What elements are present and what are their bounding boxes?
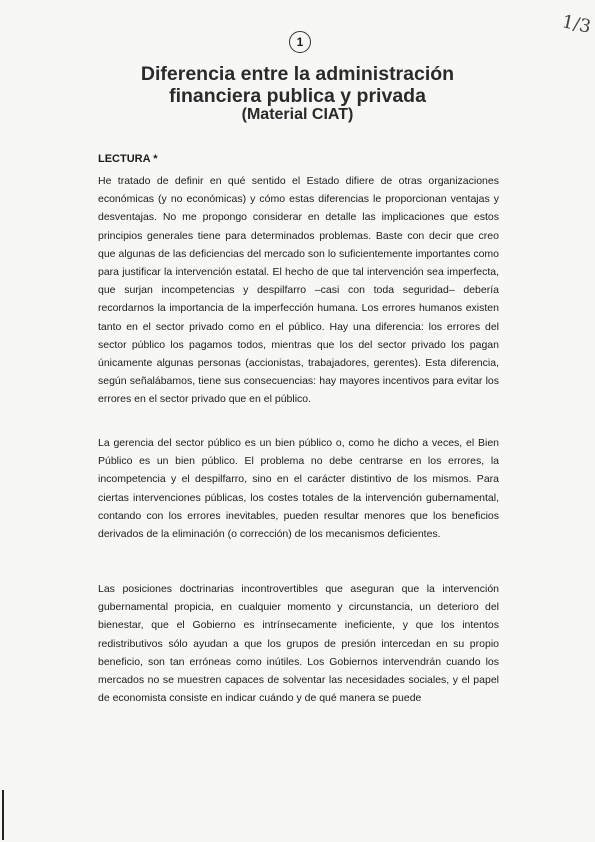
document-subtitle: (Material CIAT) xyxy=(241,106,354,123)
section-label: LECTURA * xyxy=(98,153,158,165)
paragraph-1: He tratado de definir en qué sentido el Estado difiere de otras organizaciones económicas (y no económicas) y cómo estas diferencias le proporcionan ventajas y desventajas. No me propongo considerar en detalle las implicaciones que estos principios generales tiene para determinados problemas. Baste con decir que creo que algunas de las deficiencias del mercado son lo suficientemente importantes como para justificar la intervención estatal. El hecho de que tal intervención sea imperfecta, que surjan incompetencias y despilfarro –casi con toda seguridad– debería recordarnos la importancia de la imperfección humana. Los errores humanos existen tanto en el sector privado como en el público. Hay una diferencia: los errores del sector público los pagamos todos, mientras que los del sector privado los pagan únicamente algunas personas (accionistas, trabajadores, gerentes). Esta diferencia, según señalábamos, tiene sus consecuencias: hay mayores incentivos para evitar los errores en el sector privado que en el público. xyxy=(98,175,499,406)
handwritten-page-mark: 1/3 xyxy=(560,11,593,38)
paragraph-3: Las posiciones doctrinarias incontrovertibles que aseguran que la intervención gubernamental propicia, en cualquier momento y circunstancia, un deterioro del bienestar, que el Gobierno es intrínsecamente ineficiente, y que los intentos redistributivos sólo ayudan a que los grupos de presión intercedan en su propio beneficio, son tan erróneas como inútiles. Los Gobiernos intervendrán cuando los mercados no se muestren capaces de solventar las necesidades sociales, y el papel de economista consiste en indicar cuándo y de qué manera se puede xyxy=(98,583,499,705)
page-number: 1 xyxy=(289,31,311,53)
document-title: Diferencia entre la administración financiera publica y privada xyxy=(140,63,455,107)
scan-edge-mark xyxy=(2,790,4,840)
paragraph-2: La gerencia del sector público es un bien público o, como he dicho a veces, el Bien Público es un bien público. El problema no debe centrarse en los errores, la incompetencia y el despilfarro, sino en el carácter distintivo de los mismos. Para ciertas intervenciones públicas, los costes totales de la intervención gubernamental, contando con los errores inevitables, pueden resultar menores que los beneficios derivados de la eliminación (o corrección) de los mecanismos deficientes. xyxy=(98,437,499,541)
